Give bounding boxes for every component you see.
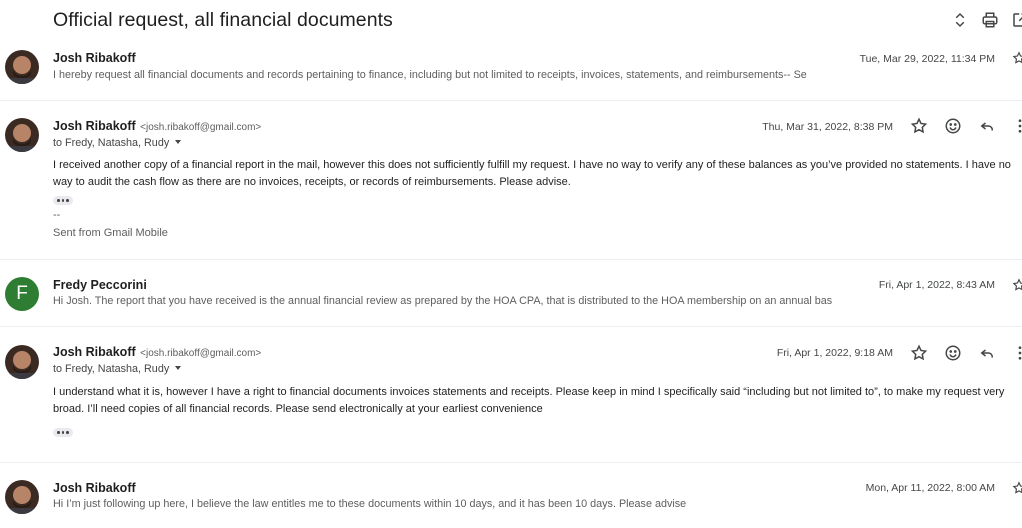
open-in-new-window-icon[interactable] bbox=[1011, 11, 1022, 29]
star-icon[interactable] bbox=[910, 117, 928, 135]
thread-title: Official request, all financial documents bbox=[53, 9, 393, 31]
star-icon[interactable] bbox=[1012, 278, 1022, 296]
sender-name: Josh Ribakoff bbox=[53, 119, 136, 133]
more-vert-icon[interactable] bbox=[1011, 344, 1022, 362]
divider bbox=[0, 326, 1022, 327]
sender-name: Josh Ribakoff bbox=[53, 481, 136, 495]
chevron-down-icon bbox=[175, 366, 181, 370]
message-body: I received another copy of a financial report in the mail, however this does not sufficiently fulfill my request. I have no way to verify any of these balances as you’ve provided no statements. I have no way to audit the cash flow as there are no invoices, receipts, or records of reimbursements. Please advise. bbox=[53, 159, 1011, 188]
sender-line bbox=[53, 119, 261, 133]
recipients-toggle[interactable] bbox=[53, 137, 181, 149]
sender-name: Fredy Peccorini bbox=[53, 278, 147, 292]
avatar bbox=[5, 50, 39, 84]
show-trimmed-content-button[interactable] bbox=[53, 196, 73, 205]
add-reaction-icon[interactable] bbox=[944, 344, 962, 362]
message-date: Mon, Apr 11, 2022, 8:00 AM bbox=[865, 482, 995, 494]
sender-name: Josh Ribakoff bbox=[53, 345, 136, 359]
sender-email: <josh.ribakoff@gmail.com> bbox=[140, 348, 262, 359]
message-snippet: Hi I’m just following up here, I believe the law entitles me to these documents within 10 days, and it has been 10 days. Please advise bbox=[53, 498, 687, 510]
print-icon[interactable] bbox=[981, 11, 999, 29]
message-date: Fri, Apr 1, 2022, 9:18 AM bbox=[776, 347, 893, 359]
divider bbox=[0, 462, 1022, 463]
star-icon[interactable] bbox=[910, 344, 928, 362]
thread-header bbox=[0, 0, 1022, 42]
recipients-label: to Fredy, Natasha, Rudy bbox=[53, 363, 170, 375]
chevron-down-icon bbox=[175, 140, 181, 144]
unfold-more-icon[interactable] bbox=[951, 11, 969, 29]
avatar bbox=[5, 345, 39, 379]
divider bbox=[0, 100, 1022, 101]
message-date: Thu, Mar 31, 2022, 8:38 PM bbox=[762, 121, 893, 133]
star-icon[interactable] bbox=[1012, 481, 1022, 499]
recipients-toggle[interactable] bbox=[53, 363, 181, 375]
message-date: Fri, Apr 1, 2022, 8:43 AM bbox=[878, 279, 995, 291]
avatar: F bbox=[5, 277, 39, 311]
message-date: Tue, Mar 29, 2022, 11:34 PM bbox=[859, 53, 995, 65]
reply-icon[interactable] bbox=[978, 344, 996, 362]
message-body: I understand what it is, however I have a right to financial documents invoices statements and receipts. Please keep in mind I specifically said “including but not limited to”, to make my request very broad. I’ll need copies of all financial records. Please send electronically at your earliest convenience bbox=[53, 386, 1005, 415]
add-reaction-icon[interactable] bbox=[944, 117, 962, 135]
more-vert-icon[interactable] bbox=[1011, 117, 1022, 135]
message-snippet: I hereby request all financial documents and records pertaining to finance, including but not limited to receipts, invoices, statements, and reimbursements-- Se bbox=[53, 69, 807, 81]
show-trimmed-content-button[interactable] bbox=[53, 428, 73, 437]
sender-name: Josh Ribakoff bbox=[53, 51, 136, 65]
star-icon[interactable] bbox=[1012, 51, 1022, 69]
avatar bbox=[5, 118, 39, 152]
sender-email: <josh.ribakoff@gmail.com> bbox=[140, 122, 262, 133]
avatar bbox=[5, 480, 39, 514]
recipients-label: to Fredy, Natasha, Rudy bbox=[53, 137, 170, 149]
signature: Sent from Gmail Mobile bbox=[53, 227, 168, 239]
divider bbox=[0, 259, 1022, 260]
sender-line bbox=[53, 345, 261, 359]
signature-separator: -- bbox=[53, 209, 61, 221]
reply-icon[interactable] bbox=[978, 117, 996, 135]
message-snippet: Hi Josh. The report that you have received is the annual financial review as prepared by the HOA CPA, that is distributed to the HOA membership on an annual bas bbox=[53, 295, 833, 307]
